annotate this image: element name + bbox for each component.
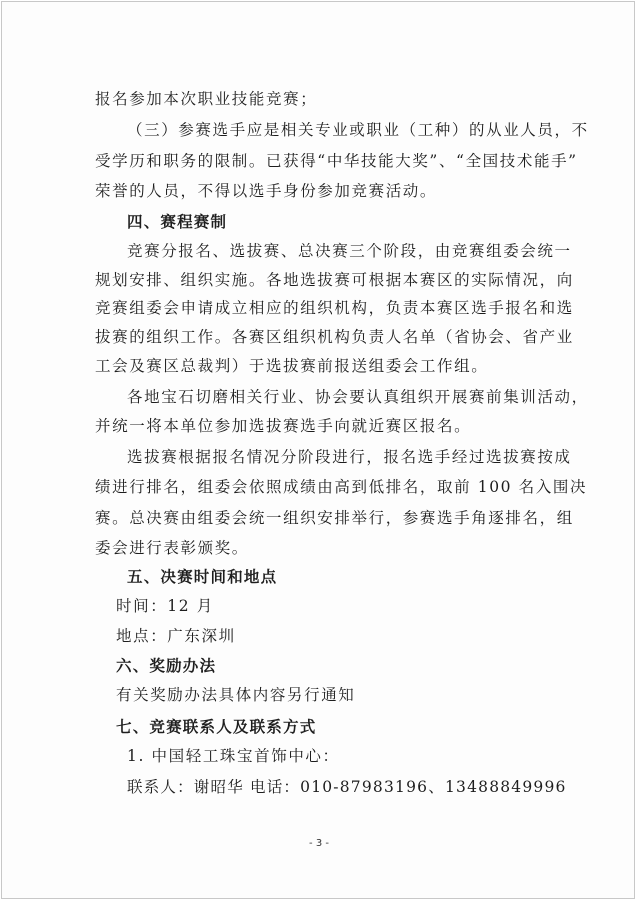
text-line: 地点：广东深圳 (116, 627, 236, 645)
text-line: 拔赛的组织工作。各赛区组织机构负责人名单（省协会、省产业 (95, 328, 574, 346)
text-line: 竞赛分报名、选拔赛、总决赛三个阶段，由竞赛组委会统一 (127, 242, 572, 260)
text-line: 绩进行排名，组委会依照成绩由高到低排名，取前 100 名入围决 (95, 478, 588, 496)
text-line: （三）参赛选手应是相关专业或职业（工种）的从业人员，不 (127, 121, 589, 139)
section-heading: 五、决赛时间和地点 (127, 568, 278, 586)
text-line: 各地宝石切磨相关行业、协会要认真组织开展赛前集训活动， (127, 388, 589, 406)
text-line: 1. 中国轻工珠宝首饰中心： (127, 747, 340, 765)
text-line: 并统一将本单位参加选拔赛选手向就近赛区报名。 (95, 417, 472, 435)
text-line: 规划安排、组织实施。各地选拔赛可根据本赛区的实际情况，向 (95, 271, 574, 289)
section-heading: 四、赛程赛制 (127, 213, 228, 231)
text-line: 竞赛组委会申请成立相应的组织机构，负责本赛区选手报名和选 (95, 299, 574, 317)
text-line: 有关奖励办法具体内容另行通知 (116, 686, 356, 704)
text-line: 受学历和职务的限制。已获得“中华技能大奖”、“全国技术能手” (95, 152, 578, 170)
text-line: 赛。总决赛由组委会统一组织安排举行，参赛选手角逐排名，组 (95, 509, 574, 527)
text-line: 委会进行表彰颁奖。 (95, 539, 249, 557)
text-line: 工会及赛区总裁判）于选拔赛前报送组委会工作组。 (95, 357, 489, 375)
text-line: 报名参加本次职业技能竞赛； (95, 90, 318, 108)
text-line: 选拔赛根据报名情况分阶段进行，报名选手经过选拔赛按成 (127, 448, 572, 466)
text-line: 荣誉的人员，不得以选手身份参加竞赛活动。 (95, 182, 438, 200)
page-number: - 3 - (309, 838, 329, 849)
section-heading: 七、竞赛联系人及联系方式 (116, 718, 317, 736)
contact-line: 联系人：谢昭华 电话：010-87983196、13488849996 (127, 778, 567, 796)
section-heading: 六、奖励办法 (116, 657, 217, 675)
text-line: 时间：12 月 (116, 597, 214, 615)
